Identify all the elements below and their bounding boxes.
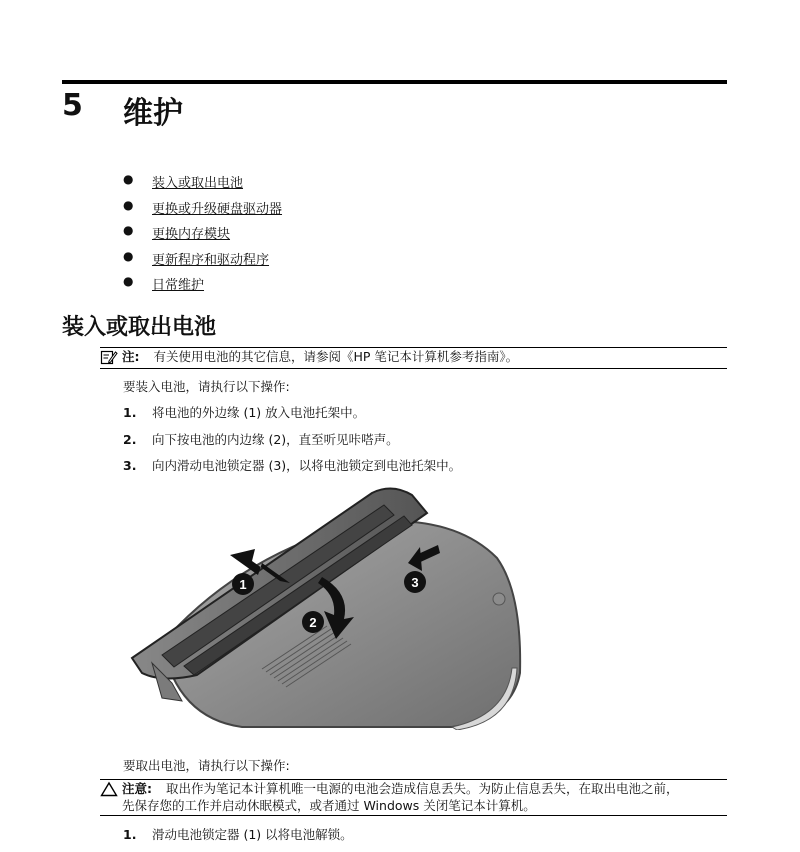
toc-link-memory[interactable]: 更换内存模块 — [152, 227, 231, 242]
caution-box — [100, 779, 727, 816]
bullet-icon: ● — [123, 197, 134, 212]
toc-item — [123, 223, 282, 249]
bullet-icon: ● — [123, 274, 134, 288]
step-number: 2. — [123, 432, 137, 447]
chapter-number: 5 — [62, 88, 83, 123]
note-pencil-icon — [100, 349, 118, 365]
bullet-icon: ● — [123, 172, 134, 186]
toc-link-battery[interactable]: 装入或取出电池 — [152, 176, 244, 191]
toc-link-drivers[interactable]: 更新程序和驱动程序 — [152, 252, 270, 268]
toc-link-routine-care[interactable]: 日常维护 — [152, 278, 205, 293]
insert-intro: 要装入电池，请执行以下操作: — [123, 379, 290, 394]
callout-2: 2 — [309, 615, 317, 630]
caution-label: 注意: — [122, 781, 152, 796]
step-number: 3. — [123, 458, 137, 473]
step-text: 将电池的外边缘 (1) 放入电池托架中。 — [152, 405, 366, 420]
toc-item — [123, 249, 282, 275]
callout-3: 3 — [411, 575, 419, 590]
step-text: 向内滑动电池锁定器 (3)，以将电池锁定到电池托架中。 — [152, 458, 462, 473]
toc-item — [123, 198, 282, 224]
remove-intro: 要取出电池，请执行以下操作: — [123, 758, 290, 773]
battery-insert-illustration — [122, 483, 522, 730]
caution-text-line1: 取出作为笔记本计算机唯一电源的电池会造成信息丢失。为防止信息丢失，在取出电池之前， — [166, 781, 679, 796]
step-number: 1. — [123, 405, 137, 420]
toc-link-hard-drive[interactable]: 更换或升级硬盘驱动器 — [152, 201, 283, 217]
toc-item — [123, 274, 282, 300]
insert-step — [123, 430, 399, 448]
section-title: 装入或取出电池 — [62, 315, 217, 340]
insert-step — [123, 456, 461, 474]
step-text: 向下按电池的内边缘 (2)，直至听见咔嗒声。 — [152, 432, 399, 447]
chapter-rule — [62, 80, 727, 84]
toc-item — [123, 172, 282, 198]
remove-step — [123, 825, 353, 843]
note-text: 有关使用电池的其它信息，请参阅《HP 笔记本计算机参考指南》。 — [153, 349, 519, 364]
note-label: 注: — [122, 349, 140, 364]
caution-triangle-icon — [100, 781, 118, 797]
caution-text-line2: 先保存您的工作并启动休眠模式，或者通过 Windows 关闭笔记本计算机。 — [122, 798, 536, 813]
chapter-title: 维护 — [123, 96, 183, 131]
insert-step — [123, 403, 365, 421]
bullet-icon: ● — [123, 223, 134, 237]
note-box — [100, 347, 727, 369]
step-number: 1. — [123, 827, 137, 842]
step-text: 滑动电池锁定器 (1) 以将电池解锁。 — [152, 827, 353, 842]
bullet-icon: ● — [123, 248, 134, 263]
chapter-toc — [123, 172, 282, 300]
callout-1: 1 — [239, 577, 247, 592]
